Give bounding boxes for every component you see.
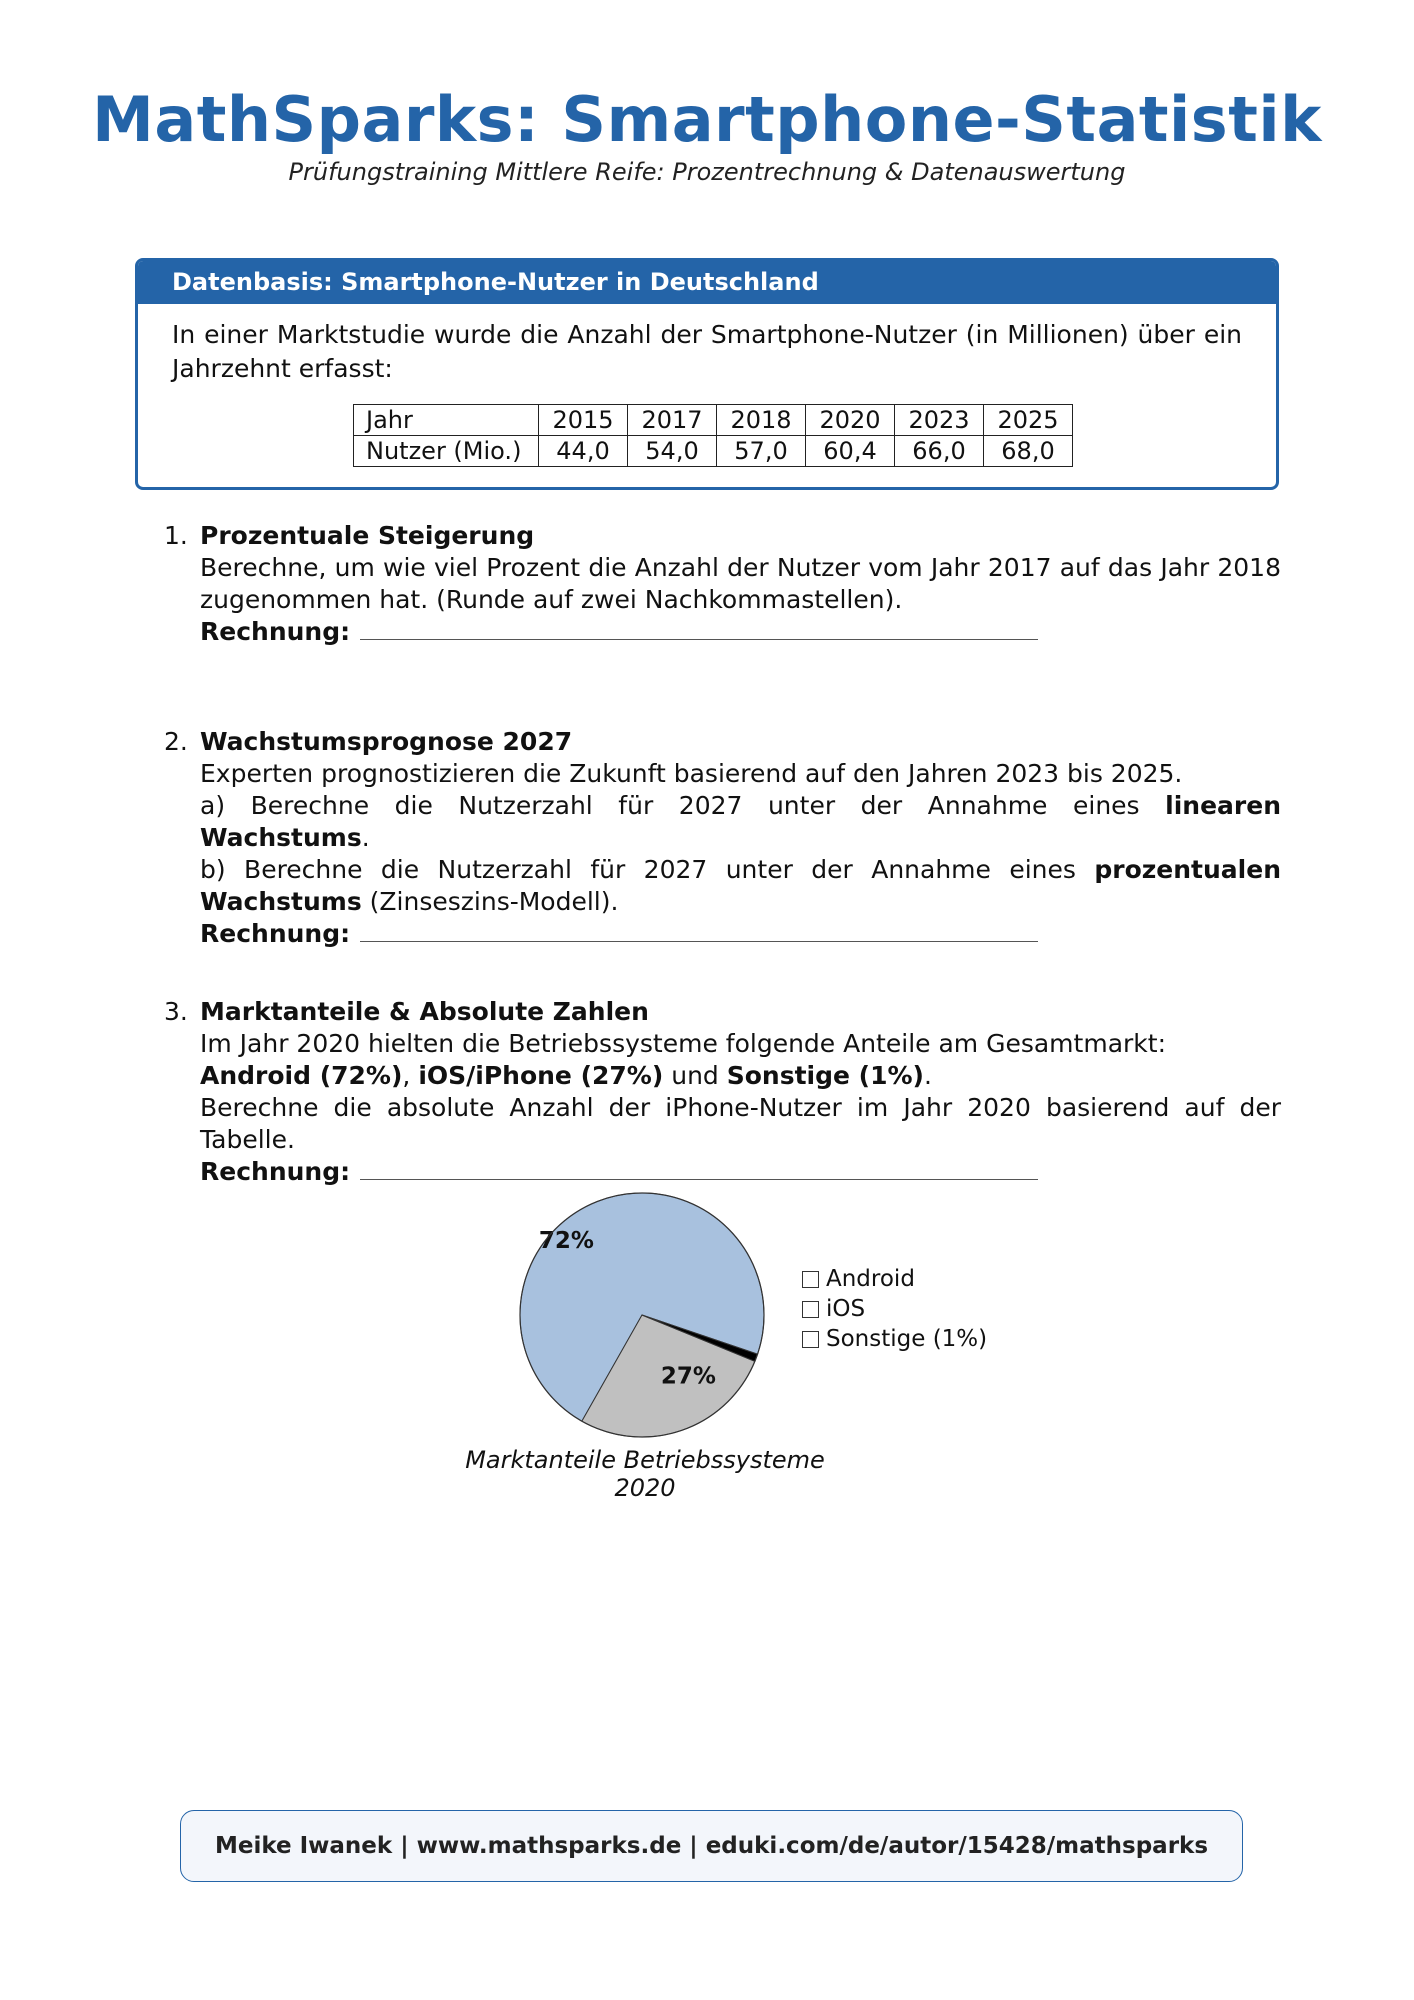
table-row-years — [354, 405, 1073, 436]
table-cell-users: 68,0 — [984, 436, 1073, 467]
answer-area — [200, 1156, 1281, 1188]
task-emphasis: Sonstige (1%) — [726, 1061, 924, 1090]
task-text: a) Berechne die Nutzerzahl für 2027 unter der Annahme eines — [200, 791, 1166, 820]
task-1 — [164, 520, 1281, 648]
task-heading: Wachstumsprognose 2027 — [200, 727, 573, 756]
task-number: 1. — [164, 521, 188, 550]
task-shares — [200, 1060, 1281, 1092]
footer: Meike Iwanek | www.mathsparks.de | eduki.com/de/autor/15428/mathsparks — [180, 1810, 1243, 1882]
task-text: Experten prognostizieren die Zukunft basierend auf den Jahren 2023 bis 2025. — [200, 759, 1183, 788]
task-text: . — [361, 823, 370, 852]
task-text: Berechne, um wie viel Prozent die Anzahl der Nutzer vom Jahr 2017 auf das Jahr 2018 zugenommen hat. (Runde auf zwei Nachkommastellen). — [200, 553, 1281, 614]
legend-checkbox-icon — [802, 1331, 819, 1348]
task-emphasis: Android (72%) — [200, 1061, 403, 1090]
task-text: . — [923, 1061, 932, 1090]
task-number: 3. — [164, 997, 188, 1026]
table-cell-users: 54,0 — [628, 436, 717, 467]
pie-chart — [515, 1188, 775, 1448]
answer-area — [200, 616, 1281, 648]
page-title: MathSparks: Smartphone-Statistik — [92, 83, 1322, 156]
data-box — [135, 258, 1279, 490]
task-emphasis: iOS/iPhone (27%) — [418, 1061, 664, 1090]
legend-item — [802, 1324, 987, 1354]
task-emphasis: linearen Wachstums — [200, 791, 1281, 852]
chart-legend — [802, 1264, 987, 1354]
legend-item — [802, 1264, 987, 1294]
table-cell-users: 66,0 — [895, 436, 984, 467]
task-3 — [164, 996, 1281, 1188]
data-table — [353, 404, 1073, 467]
table-row-label: Nutzer (Mio.) — [354, 436, 539, 467]
table-row-users — [354, 436, 1073, 467]
task-number: 2. — [164, 727, 188, 756]
task-text: Im Jahr 2020 hielten die Betriebssysteme folgende Anteile am Gesamtmarkt: — [200, 1029, 1166, 1058]
answer-label: Rechnung: — [200, 919, 351, 948]
page-subtitle: Prüfungstraining Mittlere Reife: Prozentrechnung & Datenauswertung — [288, 158, 1126, 186]
legend-label: iOS — [826, 1296, 866, 1322]
table-cell-year: 2017 — [628, 405, 717, 436]
table-cell-year: 2020 — [806, 405, 895, 436]
task-part-b — [200, 854, 1281, 918]
task-text: , — [402, 1061, 419, 1090]
legend-checkbox-icon — [802, 1271, 819, 1288]
task-2 — [164, 726, 1281, 950]
pie-slice-label: 27% — [660, 1363, 716, 1390]
table-row-label: Jahr — [354, 405, 539, 436]
task-text: (Zinseszins-Modell). — [361, 887, 619, 916]
data-box-intro: In einer Marktstudie wurde die Anzahl der Smartphone-Nutzer (in Millionen) über ein Jahrzehnt erfasst: — [172, 320, 1242, 383]
answer-line[interactable] — [360, 1179, 1038, 1180]
table-cell-year: 2018 — [717, 405, 806, 436]
answer-label: Rechnung: — [200, 1157, 351, 1186]
chart-caption: Marktanteile Betriebssysteme 2020 — [465, 1446, 825, 1502]
task-heading: Marktanteile & Absolute Zahlen — [200, 997, 649, 1026]
legend-item — [802, 1294, 987, 1324]
task-text: und — [663, 1061, 727, 1090]
answer-line[interactable] — [360, 941, 1038, 942]
legend-checkbox-icon — [802, 1301, 819, 1318]
data-box-heading: Datenbasis: Smartphone-Nutzer in Deutschland — [138, 261, 1276, 304]
table-cell-year: 2023 — [895, 405, 984, 436]
task-text: b) Berechne die Nutzerzahl für 2027 unter der Annahme eines — [200, 855, 1095, 884]
answer-label: Rechnung: — [200, 617, 351, 646]
legend-label: Sonstige (1%) — [826, 1326, 988, 1352]
task-heading: Prozentuale Steigerung — [200, 521, 535, 550]
answer-area — [200, 918, 1281, 950]
answer-line[interactable] — [360, 639, 1038, 640]
pie-slice-label: 72% — [538, 1227, 594, 1254]
table-cell-users: 57,0 — [717, 436, 806, 467]
table-cell-users: 60,4 — [806, 436, 895, 467]
table-cell-year: 2025 — [984, 405, 1073, 436]
task-emphasis: prozentualen Wachstums — [200, 855, 1281, 916]
task-text: Berechne die absolute Anzahl der iPhone-Nutzer im Jahr 2020 basierend auf der Tabelle. — [200, 1093, 1281, 1154]
table-cell-year: 2015 — [539, 405, 628, 436]
table-cell-users: 44,0 — [539, 436, 628, 467]
task-part-a — [200, 790, 1281, 854]
legend-label: Android — [826, 1266, 915, 1292]
